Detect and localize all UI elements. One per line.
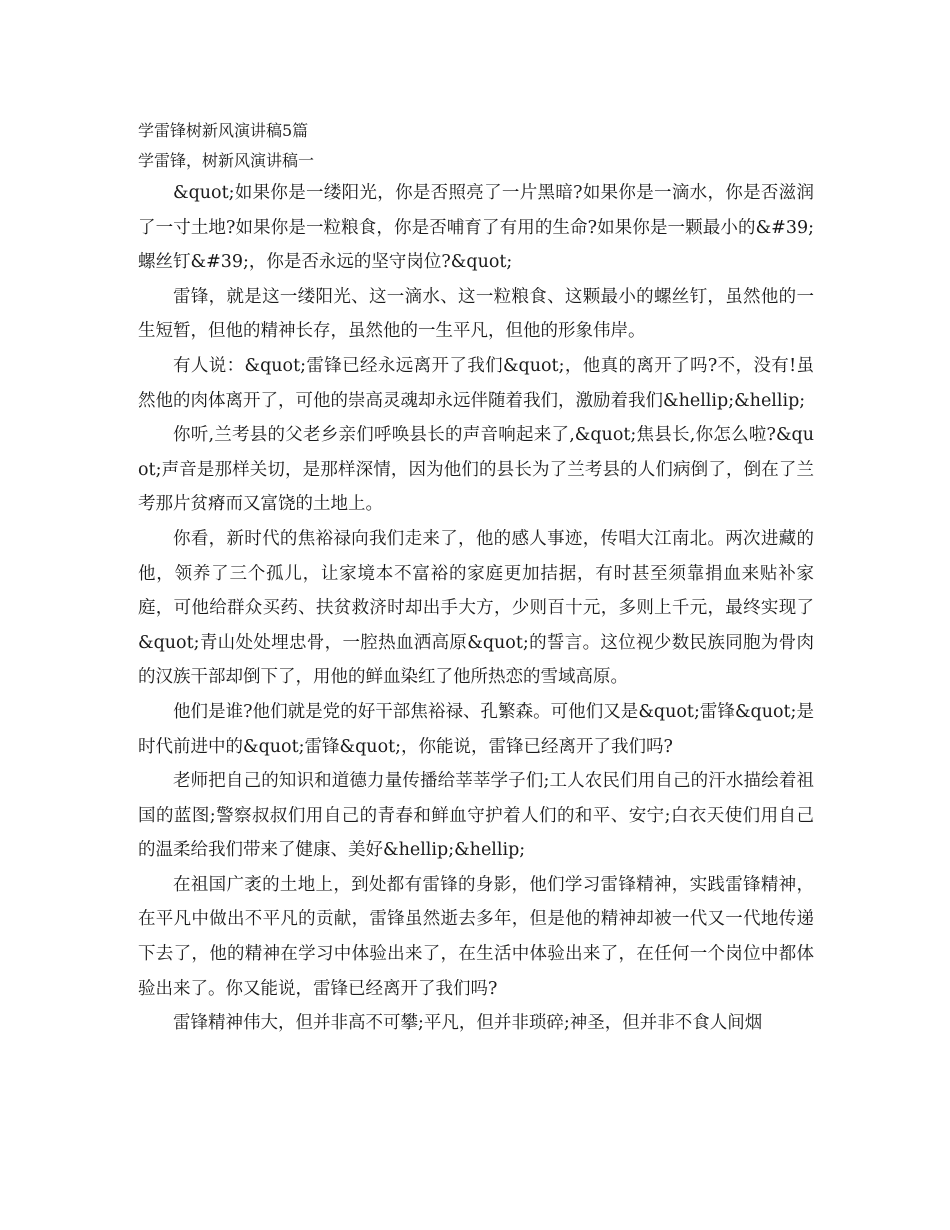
document-body <box>138 116 814 1041</box>
paragraph: 在祖国广袤的土地上，到处都有雷锋的身影，他们学习雷锋精神，实践雷锋精神，在平凡中做出不平凡的贡献，雷锋虽然逝去多年，但是他的精神却被一代又一代地传递下去了，他的精神在学习中体验出来了，在生活中体验出来了，在任何一个岗位中都体验出来了。你又能说，雷锋已经离开了我们吗? <box>138 874 814 999</box>
document-title: 学雷锋树新风演讲稿5篇 <box>138 121 309 140</box>
paragraph: 你听,兰考县的父老乡亲们呼唤县长的声音响起来了,&quot;焦县长,你怎么啦?&quot;声音是那样关切，是那样深情，因为他们的县长为了兰考县的人们病倒了，倒在了兰考那片贫瘠而又富饶的土地上。 <box>138 425 814 515</box>
section-heading: 学雷锋，树新风演讲稿一 <box>138 151 315 170</box>
paragraph: 你看，新时代的焦裕禄向我们走来了，他的感人事迹，传唱大江南北。两次进藏的他，领养了三个孤儿，让家境本不富裕的家庭更加拮据，有时甚至须靠捐血来贴补家庭，可他给群众买药、扶贫救济时却出手大方，少则百十元，多则上千元，最终实现了&quot;青山处处埋忠骨，一腔热血洒高原&quot;的誓言。这位视少数民族同胞为骨肉的汉族干部却倒下了，用他的鲜血染红了他所热恋的雪域高原。 <box>138 528 814 688</box>
paragraph: &quot;如果你是一缕阳光，你是否照亮了一片黑暗?如果你是一滴水，你是否滋润了一寸土地?如果你是一粒粮食，你是否哺育了有用的生命?如果你是一颗最小的&#39;螺丝钉&#39;，你是否永远的坚守岗位?&quot; <box>138 183 814 273</box>
paragraph: 他们是谁?他们就是党的好干部焦裕禄、孔繁森。可他们又是&quot;雷锋&quot;是时代前进中的&quot;雷锋&quot;，你能说，雷锋已经离开了我们吗? <box>138 701 814 757</box>
paragraph: 雷锋精神伟大，但并非高不可攀;平凡，但并非琐碎;神圣，但并非不食人间烟 <box>173 1013 763 1034</box>
paragraph: 老师把自己的知识和道德力量传播给莘莘学子们;工人农民们用自己的汗水描绘着祖国的蓝图;警察叔叔们用自己的青春和鲜血守护着人们的和平、安宁;白衣天使们用自己的温柔给我们带来了健康、美好&hellip;&hellip; <box>138 771 814 861</box>
paragraph: 有人说：&quot;雷锋已经永远离开了我们&quot;，他真的离开了吗?不，没有!虽然他的肉体离开了，可他的崇高灵魂却永远伴随着我们，激励着我们&hellip;&hellip; <box>138 355 814 411</box>
paragraph: 雷锋，就是这一缕阳光、这一滴水、这一粒粮食、这颗最小的螺丝钉，虽然他的一生短暂，但他的精神长存，虽然他的一生平凡，但他的形象伟岸。 <box>138 286 814 342</box>
